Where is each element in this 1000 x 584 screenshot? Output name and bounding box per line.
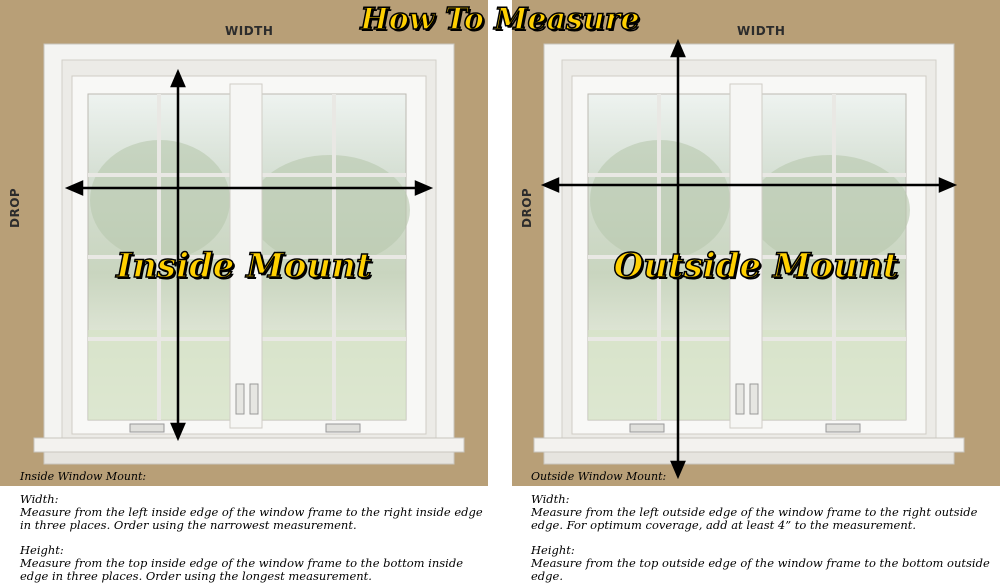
inside-height-instructions bbox=[20, 544, 490, 583]
page-title: How To Measure bbox=[360, 2, 640, 37]
inside-mount-heading: Inside Window Mount: bbox=[20, 470, 147, 483]
inside-window-illustration bbox=[0, 0, 488, 486]
width-dimension-label: WIDTH bbox=[737, 24, 786, 38]
outside-width-text: Measure from the left outside edge of the window frame to the right outside edge. For optimum coverage, add at least 4” to the measurement. bbox=[531, 505, 978, 532]
outside-height-title: Height: bbox=[531, 543, 575, 557]
drop-dimension-label: DROP bbox=[8, 187, 22, 228]
outside-mount-heading: Outside Window Mount: bbox=[531, 470, 667, 483]
inside-height-title: Height: bbox=[20, 543, 64, 557]
outside-height-text: Measure from the top outside edge of the window frame to the bottom outside edge. bbox=[531, 556, 990, 583]
outside-window-illustration bbox=[512, 0, 1000, 486]
outside-width-title: Width: bbox=[531, 492, 570, 506]
outside-height-instructions bbox=[531, 544, 1000, 583]
width-dimension-label: WIDTH bbox=[225, 24, 274, 38]
inside-width-instructions bbox=[20, 493, 490, 532]
inside-width-text: Measure from the left inside edge of the window frame to the right inside edge in three places. Order using the narrowest measurement. bbox=[20, 505, 483, 532]
inside-width-title: Width: bbox=[20, 492, 59, 506]
outside-width-instructions bbox=[531, 493, 1000, 532]
inside-mount-label: Inside Mount bbox=[116, 246, 372, 286]
outside-mount-panel bbox=[512, 0, 1000, 486]
inside-height-text: Measure from the top inside edge of the window frame to the bottom inside edge in three places. Order using the longest measurement. bbox=[20, 556, 464, 583]
drop-dimension-label: DROP bbox=[520, 187, 534, 228]
outside-mount-label: Outside Mount bbox=[613, 246, 899, 286]
panel-divider bbox=[488, 0, 512, 584]
inside-mount-panel bbox=[0, 0, 488, 486]
